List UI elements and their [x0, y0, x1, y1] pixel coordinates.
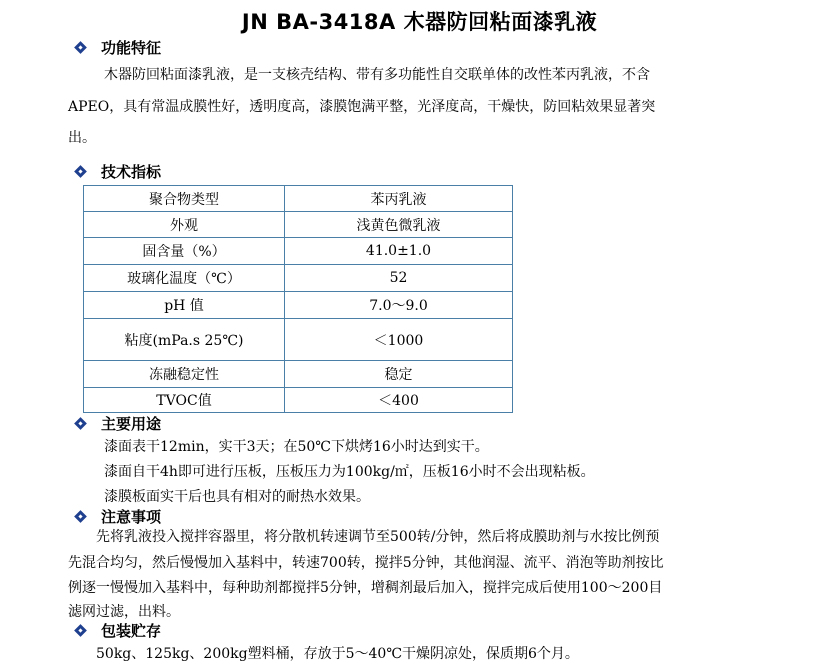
section-heading-notes	[76, 506, 161, 527]
paragraph-line: APEO，具有常温成膜性好，透明度高，漆膜饱满平整，光泽度高，干燥快，防回粘效果显著突	[68, 99, 656, 115]
paragraph-line: 50kg、125kg、200kg塑料桶，存放于5～40℃干燥阴凉处，保质期6个月。	[96, 646, 579, 662]
table-cell-value: ＜1000	[285, 319, 513, 361]
section-heading-label: 包装贮存	[101, 622, 162, 640]
table-row	[84, 265, 513, 292]
table-cell-name: pH 值	[84, 292, 285, 319]
table-cell-name: 冻融稳定性	[84, 361, 285, 388]
table-cell-value: 52	[285, 265, 513, 292]
diamond-bullet-icon	[74, 165, 87, 178]
table-cell-name: TVOC值	[84, 388, 285, 413]
table-row	[84, 212, 513, 238]
table-cell-name: 聚合物类型	[84, 186, 285, 212]
table-row	[84, 319, 513, 361]
section-heading-label: 技术指标	[101, 163, 162, 181]
paragraph-line: 滤网过滤，出料。	[68, 604, 180, 620]
table-cell-value: ＜400	[285, 388, 513, 413]
paragraph-line: 例逐一慢慢加入基料中，每种助剂都搅拌5分钟，增稠剂最后加入，搅拌完成后使用100～200目	[68, 580, 663, 596]
table-cell-value: 稳定	[285, 361, 513, 388]
table-cell-name: 固含量（%）	[84, 238, 285, 265]
section-heading-label: 主要用途	[101, 415, 162, 433]
table-row	[84, 292, 513, 319]
document-title: JN BA-3418A 木器防回粘面漆乳液	[241, 10, 598, 34]
paragraph-line: 漆膜板面实干后也具有相对的耐热水效果。	[104, 489, 370, 505]
table-row	[84, 238, 513, 265]
table-cell-value: 浅黄色微乳液	[285, 212, 513, 238]
table-cell-name: 粘度(mPa.s 25℃)	[84, 319, 285, 361]
section-heading-usage	[76, 413, 161, 434]
section-heading-features	[76, 37, 161, 58]
diamond-bullet-icon	[74, 417, 87, 430]
paragraph-line: 先混合均匀，然后慢慢加入基料中，转速700转，搅拌5分钟，其他润湿、流平、消泡等助剂按比	[68, 555, 664, 571]
diamond-bullet-icon	[74, 41, 87, 54]
table-row	[84, 361, 513, 388]
table-cell-value: 41.0±1.0	[285, 238, 513, 265]
section-heading-packaging	[76, 620, 161, 641]
diamond-bullet-icon	[74, 510, 87, 523]
section-heading-label: 功能特征	[101, 39, 162, 57]
table-row	[84, 388, 513, 413]
diamond-bullet-icon	[74, 624, 87, 637]
section-heading-specs	[76, 161, 161, 182]
table-cell-value: 苯丙乳液	[285, 186, 513, 212]
paragraph-line: 出。	[68, 130, 96, 146]
table-cell-name: 外观	[84, 212, 285, 238]
paragraph-line: 先将乳液投入搅拌容器里，将分散机转速调节至500转/分钟，然后将成膜助剂与水按比例预	[96, 529, 660, 545]
table-cell-name: 玻璃化温度（℃）	[84, 265, 285, 292]
table-row	[84, 186, 513, 212]
paragraph-line: 漆面表干12min，实干3天；在50℃下烘烤16小时达到实干。	[104, 439, 489, 455]
paragraph-line: 漆面自干4h即可进行压板，压板压力为100kg/㎡，压板16小时不会出现粘板。	[104, 464, 595, 480]
paragraph-line: 木器防回粘面漆乳液，是一支核壳结构、带有多功能性自交联单体的改性苯丙乳液，不含	[104, 67, 650, 83]
table-cell-value: 7.0～9.0	[285, 292, 513, 319]
section-heading-label: 注意事项	[101, 508, 162, 526]
spec-table	[83, 185, 513, 413]
